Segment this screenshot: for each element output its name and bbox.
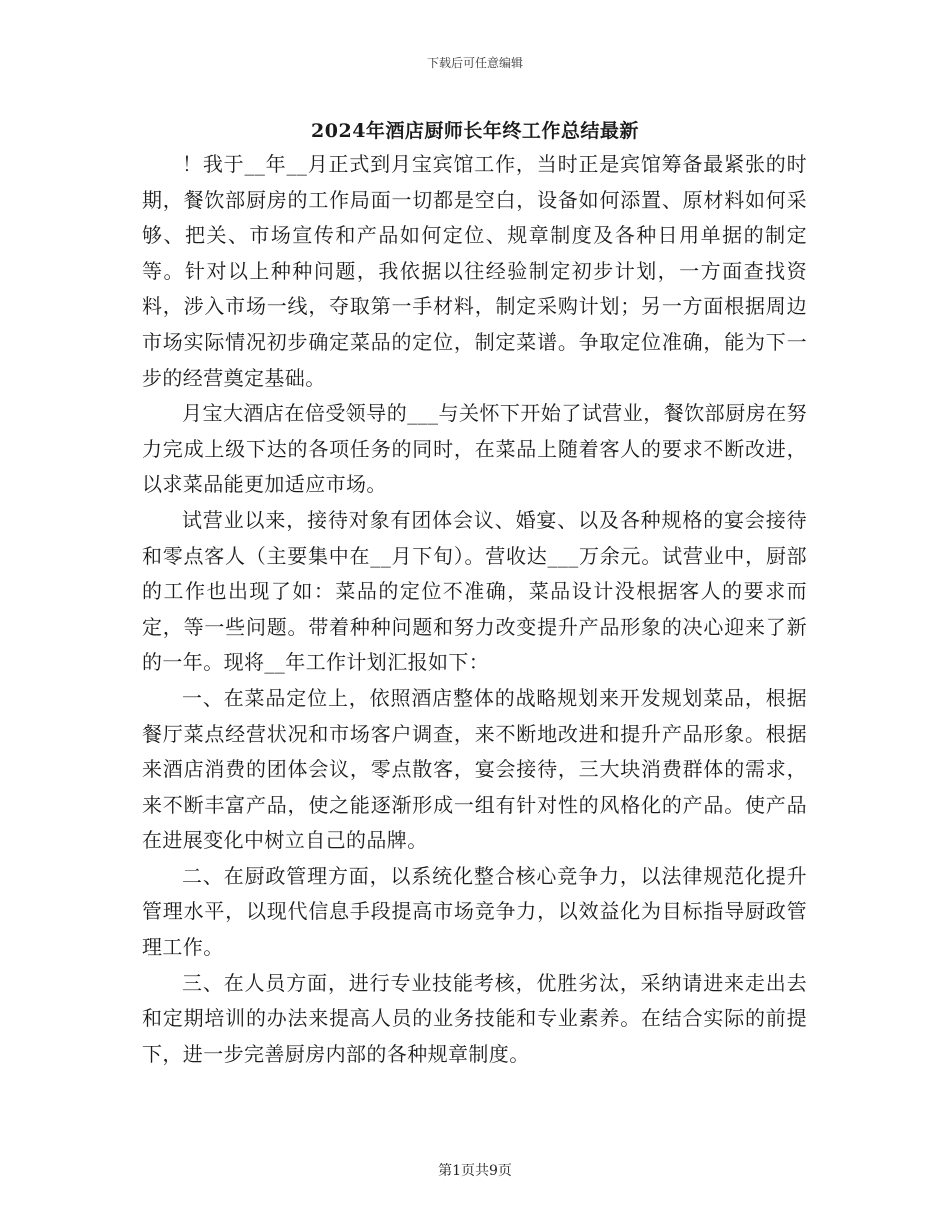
header-note: 下载后可任意编辑	[426, 56, 523, 70]
document-body	[142, 147, 807, 1072]
page-number: 第1页共9页	[438, 1163, 512, 1179]
paragraph-plan-management: 二、在厨政管理方面，以系统化整合核心竞争力，以法律规范化提升管理水平，以现代信息手段提高市场竞争力，以效益化为目标指导厨政管理工作。	[142, 863, 807, 960]
paragraph-trial-results: 试营业以来，接待对象有团体会议、婚宴、以及各种规格的宴会接待和零点客人（主要集中在__月下旬）。营收达___万余元。试营业中，厨部的工作也出现了如：菜品的定位不准确，菜品设计没根据客人的要求而定，等一些问题。带着种种问题和努力改变提升产品形象的决心迎来了新的一年。现将__年工作计划汇报如下：	[142, 507, 807, 675]
paragraph-intro: ！我于__年__月正式到月宝宾馆工作，当时正是宾馆筹备最紧张的时期，餐饮部厨房的工作局面一切都是空白，设备如何添置、原材料如何采够、把关、市场宣传和产品如何定位、规章制度及各种日用单据的制定等。针对以上种种问题，我依据以往经验制定初步计划，一方面查找资料，涉入市场一线，夺取第一手材料，制定采购计划；另一方面根据周边市场实际情况初步确定菜品的定位，制定菜谱。争取定位准确，能为下一步的经营奠定基础。	[142, 152, 807, 390]
paragraph-trial-opening: 月宝大酒店在倍受领导的___与关怀下开始了试营业，餐饮部厨房在努力完成上级下达的各项任务的同时，在菜品上随着客人的要求不断改进，以求菜品能更加适应市场。	[142, 401, 807, 497]
paragraph-plan-menu: 一、在菜品定位上，依照酒店整体的战略规划来开发规划菜品，根据餐厅菜点经营状况和市场客户调查，来不断地改进和提升产品形象。根据来酒店消费的团体会议，零点散客，宴会接待，三大块消费群体的需求，来不断丰富产品，使之能逐渐形成一组有针对性的风格化的产品。使产品在进展变化中树立自己的品牌。	[142, 685, 807, 853]
document-title: 2024年酒店厨师长年终工作总结最新	[311, 120, 639, 142]
paragraph-plan-staff: 三、在人员方面，进行专业技能考核，优胜劣汰，采纳请进来走出去和定期培训的办法来提高人员的业务技能和专业素养。在结合实际的前提下，进一步完善厨房内部的各种规章制度。	[142, 970, 807, 1066]
